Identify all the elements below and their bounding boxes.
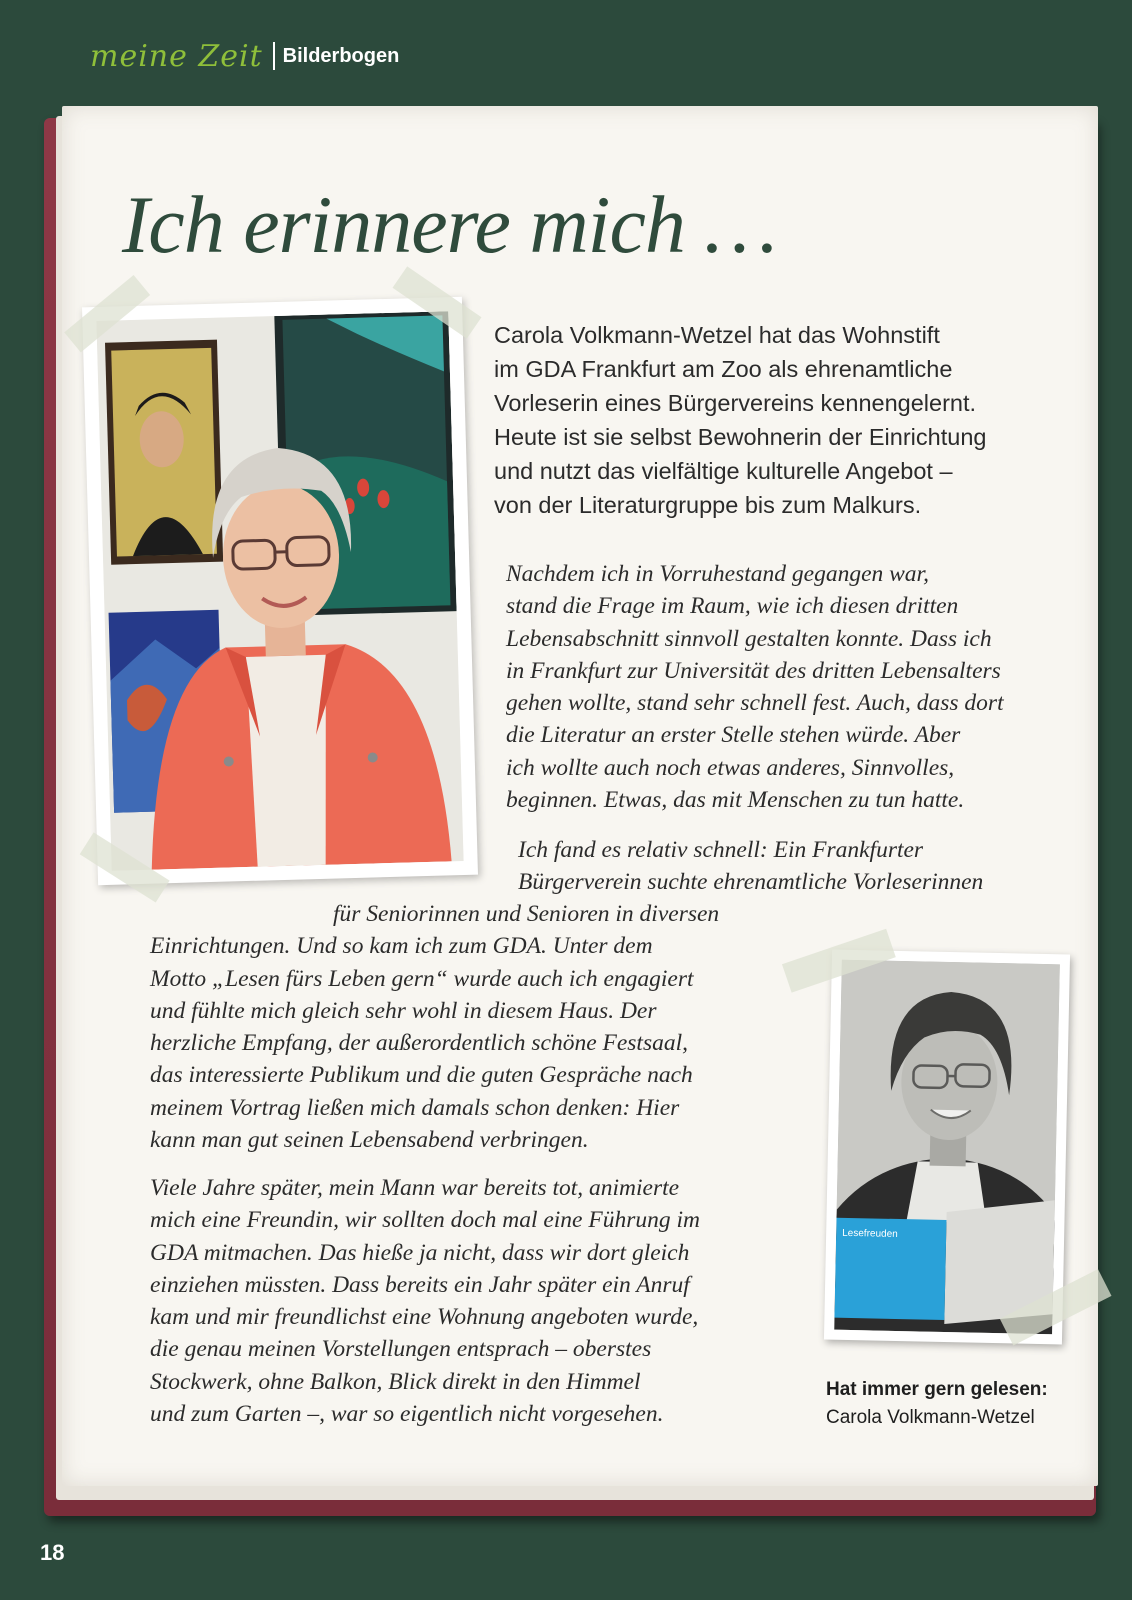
text-line: die Literatur an erster Stelle stehen würde. Aber — [506, 722, 961, 749]
text-line: in Frankfurt zur Universität des dritten Lebensalters — [506, 657, 1001, 684]
text-line: Einrichtungen. Und so kam ich zum GDA. Unter dem — [150, 933, 653, 960]
intro-line: Carola Volkmann-Wetzel hat das Wohnstift — [494, 322, 940, 348]
intro-line: Heute ist sie selbst Bewohnerin der Einrichtung — [494, 424, 987, 450]
text-line: und fühlte mich gleich sehr wohl in diesem Haus. Der — [150, 997, 657, 1024]
text-line: ich wollte auch noch etwas anderes, Sinnvolles, — [506, 754, 955, 781]
text-line: und zum Garten –, war so eigentlich nicht vorgesehen. — [150, 1401, 664, 1428]
caption-name: Carola Volkmann-Wetzel — [826, 1407, 1035, 1428]
text-line: kann man gut seinen Lebensabend verbringen. — [150, 1127, 589, 1154]
header-divider — [273, 42, 275, 70]
portrait-illustration — [96, 311, 463, 871]
text-line: Stockwerk, ohne Balkon, Blick direkt in den Himmel — [150, 1368, 641, 1395]
intro-line: Vorleserin eines Bürgervereins kennengelernt. — [494, 390, 977, 416]
caption-title: Hat immer gern gelesen: — [826, 1379, 1048, 1400]
text-line: kam und mir freundlichst eine Wohnung angeboten wurde, — [150, 1304, 699, 1331]
article-title: Ich erinnere mich … — [122, 179, 777, 270]
page-number: 18 — [40, 1540, 65, 1565]
text-line: herzliche Empfang, der außerordentlich schöne Festsaal, — [150, 1030, 689, 1057]
text-line: Ich fand es relativ schnell: Ein Frankfurter — [518, 837, 924, 863]
paragraph-2-top — [518, 834, 983, 899]
header — [90, 36, 399, 76]
portrait-image — [96, 311, 463, 871]
book-cover-label: Lesefreuden — [842, 1227, 898, 1240]
text-line: Nachdem ich in Vorruhestand gegangen war, — [506, 561, 929, 587]
text-line: stand die Frage im Raum, wie ich diesen dritten — [506, 593, 959, 620]
reading-image — [834, 960, 1060, 1334]
text-line: für Seniorinnen und Senioren in diversen — [333, 901, 720, 927]
intro-line: im GDA Frankfurt am Zoo als ehrenamtliche — [494, 356, 953, 382]
photo-caption — [826, 1376, 1048, 1432]
text-line: Motto „Lesen fürs Leben gern“ wurde auch ich engagiert — [150, 965, 694, 992]
text-line: mich eine Freundin, wir sollten doch mal eine Führung im — [150, 1207, 700, 1234]
text-line: das interessierte Publikum und die guten Gespräche nach — [150, 1062, 693, 1089]
intro-line: von der Literaturgruppe bis zum Malkurs. — [494, 492, 922, 518]
text-line: beginnen. Etwas, das mit Menschen zu tun hatte. — [506, 787, 965, 814]
portrait-photo — [82, 297, 478, 885]
reading-illustration — [834, 960, 1060, 1334]
brand-logo: meine Zeit — [90, 38, 263, 74]
paragraph-1 — [506, 558, 1004, 816]
text-line: einziehen müssten. Dass bereits ein Jahr später ein Anruf — [150, 1271, 690, 1298]
text-line: Bürgerverein suchte ehrenamtliche Vorleserinnen — [518, 869, 984, 896]
text-line: gehen wollte, stand sehr schnell fest. Auch, dass dort — [506, 690, 1004, 717]
text-line: Lebensabschnitt sinnvoll gestalten konnte. Dass ich — [506, 625, 992, 652]
intro-line: und nutzt das vielfältige kulturelle Angebot – — [494, 458, 953, 484]
article-intro — [494, 318, 1054, 522]
text-line: Viele Jahre später, mein Mann war bereits tot, animierte — [150, 1175, 680, 1201]
text-line: GDA mitmachen. Das hieße ja nicht, dass wir dort gleich — [150, 1239, 690, 1266]
reading-photo — [824, 950, 1070, 1345]
text-line: meinem Vortrag ließen mich damals schon denken: Hier — [150, 1094, 680, 1121]
paragraph-2-bottom — [150, 898, 719, 1156]
text-line: die genau meinen Vorstellungen entsprach – oberstes — [150, 1336, 652, 1363]
section-label: Bilderbogen — [282, 44, 400, 67]
paragraph-3 — [150, 1172, 700, 1430]
